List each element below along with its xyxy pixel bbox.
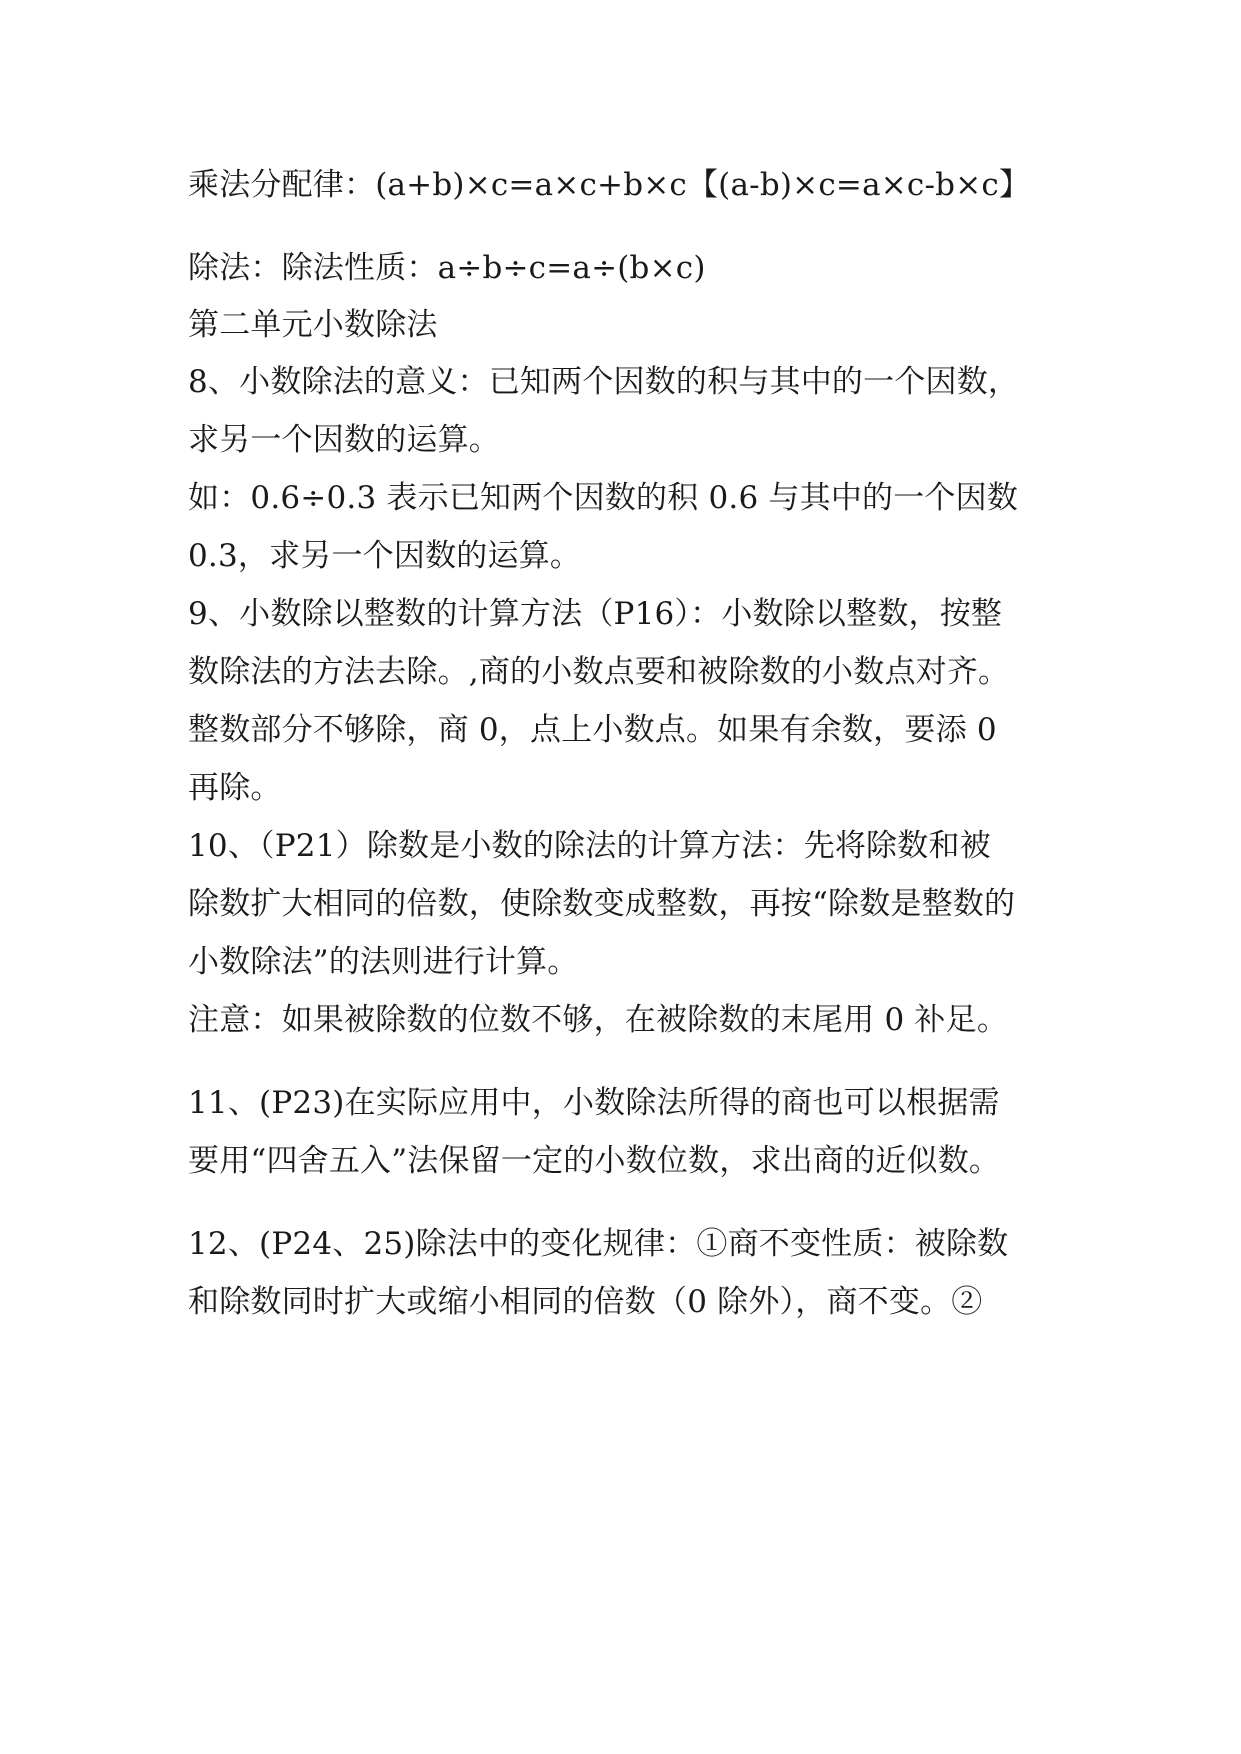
text-line: 要用“四舍五入”法保留一定的小数位数，求出商的近似数。 bbox=[188, 1143, 1001, 1179]
note-line: 注意：如果被除数的位数不够，在被除数的末尾用 0 补足。 bbox=[188, 1002, 1009, 1038]
text-line: 0.3，求另一个因数的运算。 bbox=[188, 538, 582, 574]
text-line: 10、（P21）除数是小数的除法的计算方法：先将除数和被 bbox=[188, 828, 991, 864]
text-line: 9、小数除以整数的计算方法（P16）：小数除以整数，按整 bbox=[188, 596, 1003, 632]
text-line: 8、小数除法的意义：已知两个因数的积与其中的一个因数， bbox=[188, 364, 1020, 400]
unit-heading: 第二单元小数除法 bbox=[188, 307, 438, 343]
text-line: 数除法的方法去除。,商的小数点要和被除数的小数点对齐。 bbox=[188, 654, 1010, 690]
text-line: 和除数同时扩大或缩小相同的倍数（0 除外），商不变。② bbox=[188, 1284, 983, 1320]
text-line: 12、(P24、25)除法中的变化规律：①商不变性质：被除数 bbox=[188, 1226, 1009, 1262]
division-property: 除法：除法性质：a÷b÷c=a÷(b×c) bbox=[188, 250, 706, 286]
text-line: 除数扩大相同的倍数，使除数变成整数，再按“除数是整数的 bbox=[188, 886, 1016, 922]
multiplication-distributive-law: 乘法分配律：(a+b)×c=a×c+b×c【(a-b)×c=a×c-b×c】 bbox=[188, 167, 1031, 203]
text-line: 如：0.6÷0.3 表示已知两个因数的积 0.6 与其中的一个因数 bbox=[188, 480, 1019, 516]
text-line: 求另一个因数的运算。 bbox=[188, 422, 500, 458]
text-line: 11、(P23)在实际应用中，小数除法所得的商也可以根据需 bbox=[188, 1085, 1000, 1121]
text-line: 整数部分不够除，商 0，点上小数点。如果有余数，要添 0 bbox=[188, 712, 997, 748]
text-line: 再除。 bbox=[188, 770, 282, 806]
text-line: 小数除法”的法则进行计算。 bbox=[188, 944, 579, 980]
